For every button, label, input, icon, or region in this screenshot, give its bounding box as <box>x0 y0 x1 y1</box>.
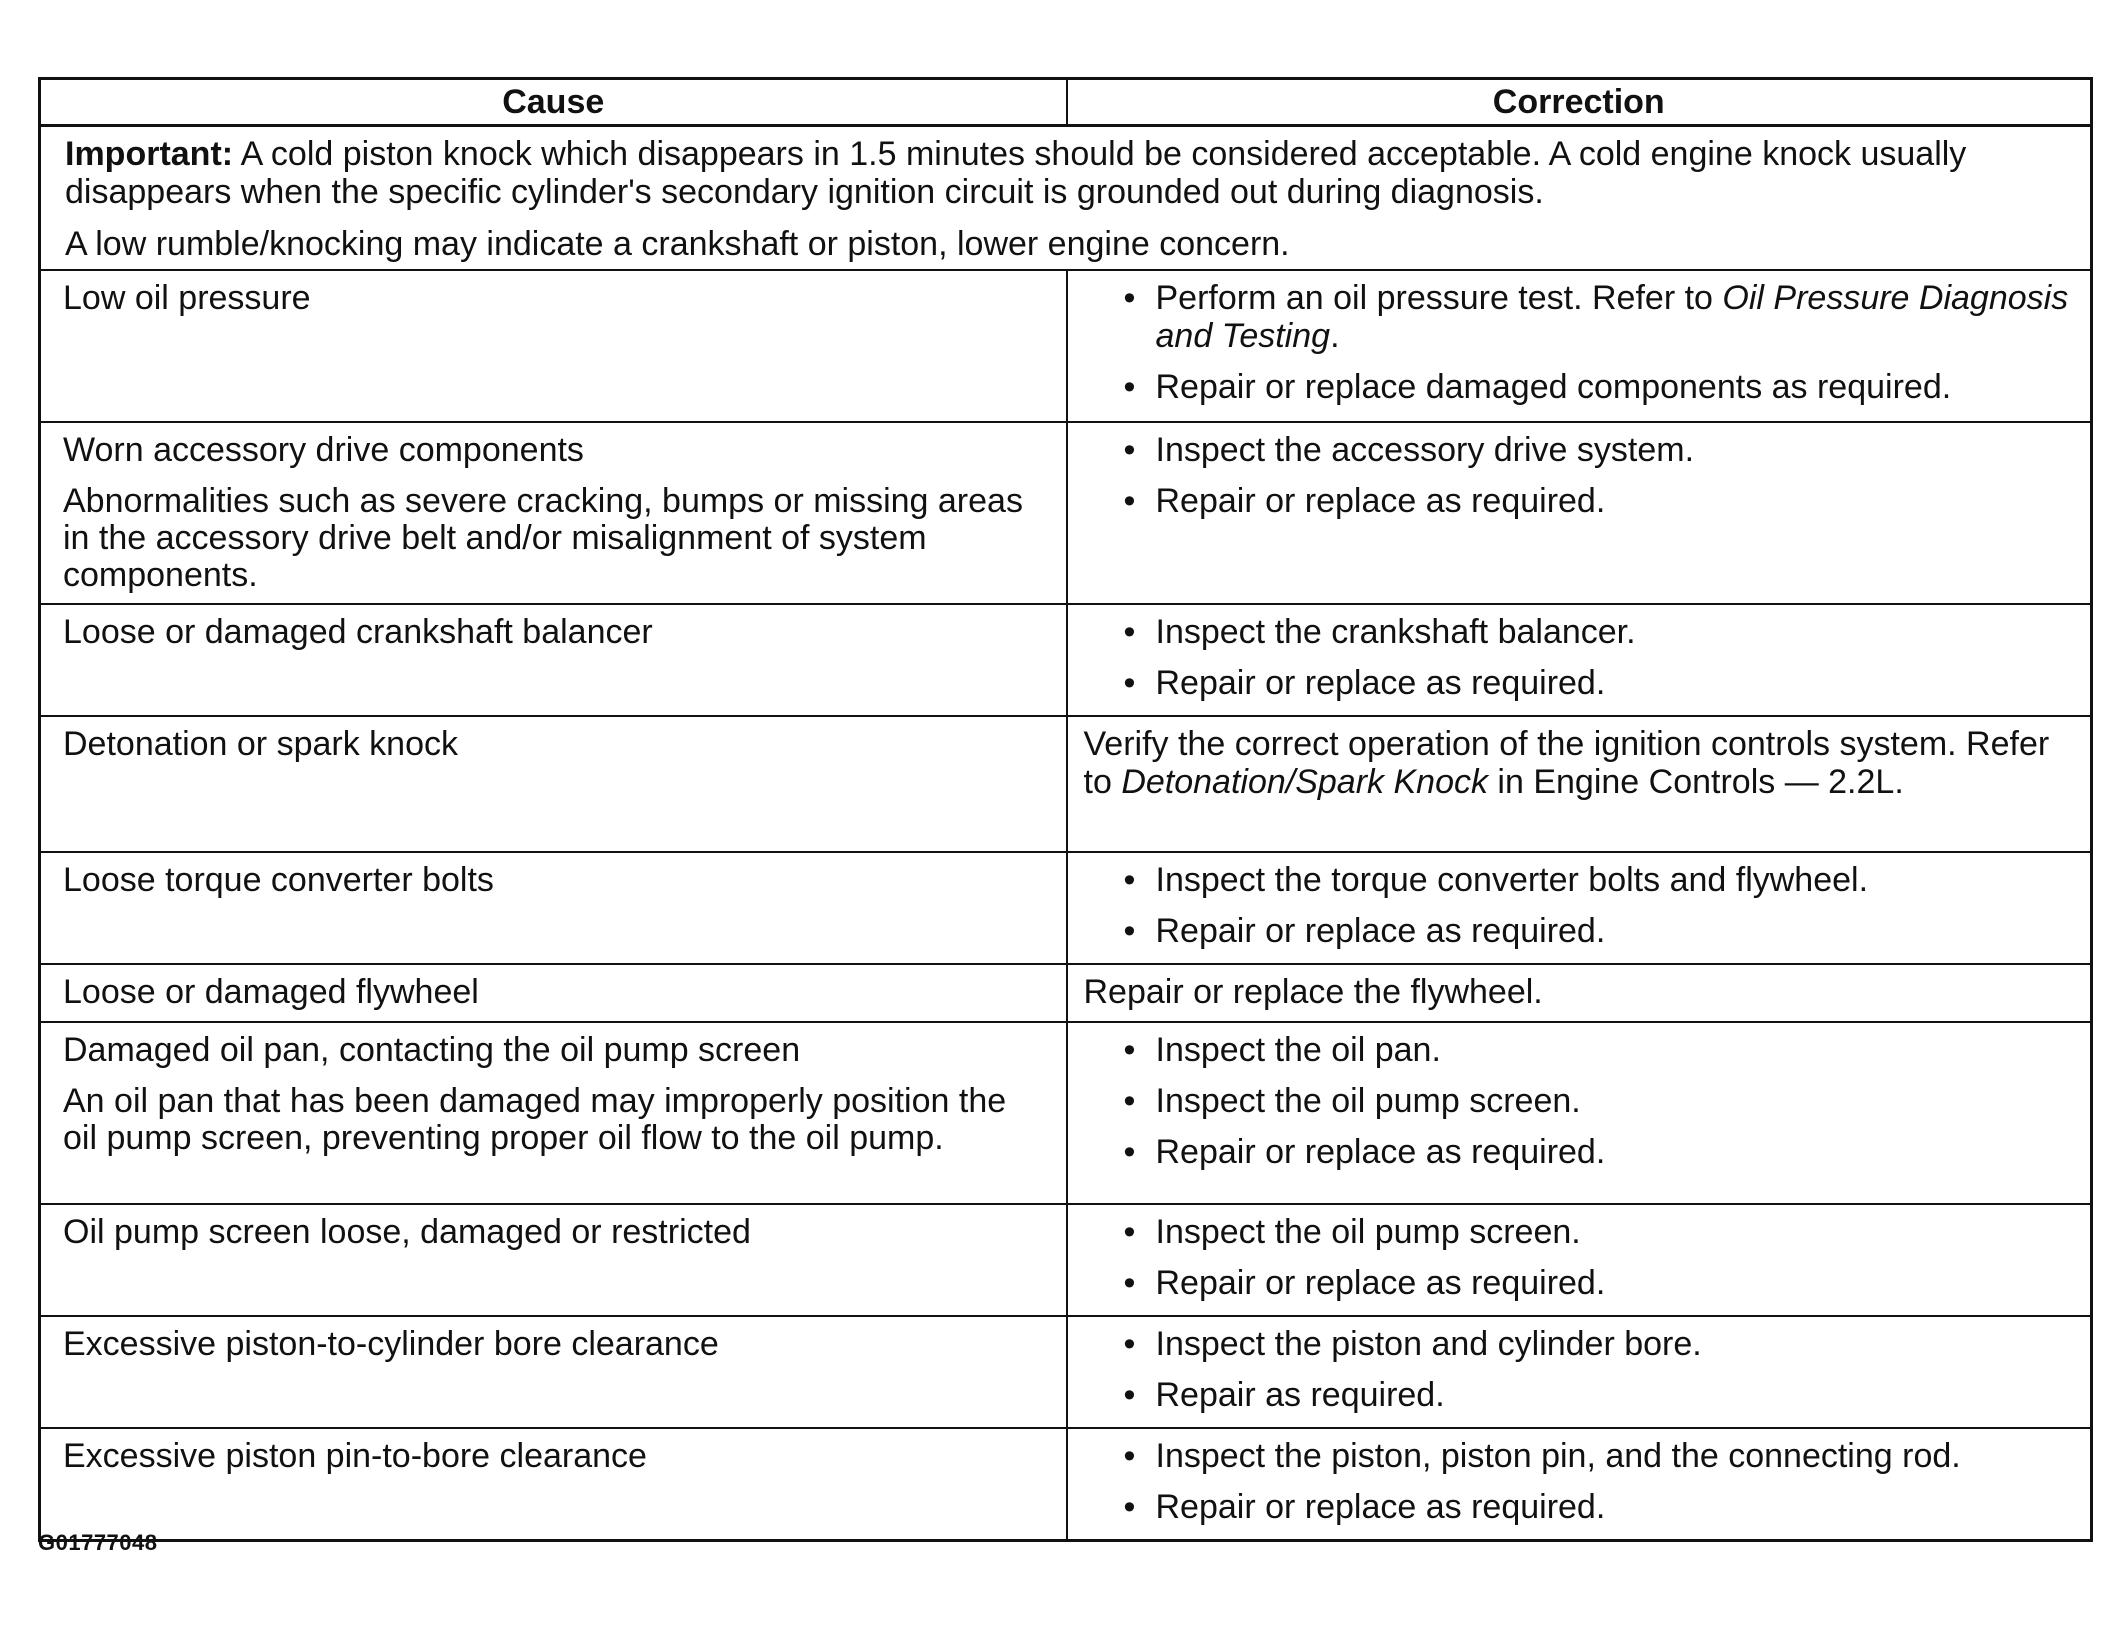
correction-item: • Inspect the torque converter bolts and flywheel. <box>1123 861 1869 899</box>
correction-item: • Repair or replace as required. <box>1123 1264 1606 1302</box>
bullet-icon: • <box>1123 482 1136 520</box>
correction-cell <box>1067 1428 2092 1541</box>
correction-cell <box>1067 852 2092 964</box>
table-row <box>40 1204 2092 1316</box>
cause-cell <box>40 716 1067 852</box>
bullet-icon: • <box>1123 613 1136 651</box>
correction-item: • Repair or replace as required. <box>1123 664 1606 702</box>
important-note <box>65 135 2070 211</box>
cause-cell <box>40 1022 1067 1204</box>
cause-cell <box>40 964 1067 1022</box>
correction-cell <box>1067 1022 2092 1204</box>
table-row <box>40 852 2092 964</box>
rumble-note: A low rumble/knocking may indicate a crankshaft or piston, lower engine concern. <box>65 225 1290 263</box>
correction-list <box>1084 279 2073 406</box>
correction-item: • Inspect the accessory drive system. <box>1123 431 1695 469</box>
figure-id-label: G01777048 <box>38 1530 158 1555</box>
correction-list <box>1084 861 2073 950</box>
correction-list <box>1084 613 2073 702</box>
cause-text: Oil pump screen loose, damaged or restricted <box>63 1213 751 1251</box>
bullet-icon: • <box>1123 431 1136 469</box>
bullet-icon: • <box>1123 1133 1136 1171</box>
table-row <box>40 1428 2092 1541</box>
bullet-icon: • <box>1123 1031 1136 1069</box>
correction-item: • Perform an oil pressure test. Refer to Oil Pressure Diagnosis and Testing. <box>1123 279 2069 355</box>
correction-item: • Repair or replace as required. <box>1123 482 1606 520</box>
header-row <box>40 79 2092 126</box>
table-row <box>40 1022 2092 1204</box>
correction-item: • Repair or replace as required. <box>1123 1133 1606 1171</box>
correction-item: • Repair or replace as required. <box>1123 912 1606 950</box>
correction-cell <box>1067 1316 2092 1428</box>
important-note-text: A cold piston knock which disappears in 1.5 minutes should be considered acceptable. A cold engine knock usually disappears when the specific cylinder's secondary ignition circuit is grounded out during diagnosis. <box>65 135 1967 211</box>
correction-list <box>1084 1325 2073 1414</box>
correction-item: • Repair as required. <box>1123 1376 1445 1414</box>
correction-item: • Inspect the piston, piston pin, and the connecting rod. <box>1123 1437 1961 1475</box>
bullet-icon: • <box>1123 279 1136 317</box>
bullet-icon: • <box>1123 368 1136 406</box>
cause-text: Low oil pressure <box>63 279 311 317</box>
table-row <box>40 964 2092 1022</box>
important-label: Important: <box>65 135 234 173</box>
table-row <box>40 422 2092 604</box>
correction-list <box>1084 431 2073 520</box>
correction-list <box>1084 1031 2073 1171</box>
important-note-cell <box>40 126 2092 271</box>
bullet-icon: • <box>1123 912 1136 950</box>
table-row <box>40 1316 2092 1428</box>
correction-item: • Inspect the oil pump screen. <box>1123 1213 1581 1251</box>
bullet-icon: • <box>1123 664 1136 702</box>
cause-text: Loose or damaged flywheel <box>63 973 479 1011</box>
cause-cell <box>40 852 1067 964</box>
bullet-icon: • <box>1123 1264 1136 1302</box>
bullet-icon: • <box>1123 861 1136 899</box>
correction-cell <box>1067 1204 2092 1316</box>
correction-item: • Repair or replace damaged components as required. <box>1123 368 1952 406</box>
table-row <box>40 716 2092 852</box>
correction-text: Repair or replace the flywheel. <box>1083 973 1543 1011</box>
cause-column-header: Cause <box>40 79 1067 126</box>
correction-cell <box>1067 270 2092 422</box>
cause-text: Detonation or spark knock <box>63 725 458 763</box>
correction-column-header: Correction <box>1067 79 2092 126</box>
correction-cell <box>1067 422 2092 604</box>
bullet-icon: • <box>1123 1376 1136 1414</box>
correction-list <box>1084 1213 2073 1302</box>
cause-text: Excessive piston-to-cylinder bore clearance <box>63 1325 719 1363</box>
table-row <box>40 604 2092 716</box>
reference-link-text: Detonation/Spark Knock <box>1121 763 1488 801</box>
cause-detail-text: An oil pan that has been damaged may improperly position the oil pump screen, preventing proper oil flow to the oil pump. <box>63 1082 1007 1157</box>
correction-item: • Inspect the oil pan. <box>1123 1031 1441 1069</box>
reference-link-text: Oil Pressure Diagnosis and Testing <box>1155 279 2069 355</box>
cause-text: Loose torque converter bolts <box>63 861 494 899</box>
bullet-icon: • <box>1123 1082 1136 1120</box>
correction-cell <box>1067 716 2092 852</box>
correction-item: • Inspect the piston and cylinder bore. <box>1123 1325 1702 1363</box>
cause-cell <box>40 604 1067 716</box>
cause-cell <box>40 270 1067 422</box>
cause-cell <box>40 1316 1067 1428</box>
bullet-icon: • <box>1123 1213 1136 1251</box>
cause-cell <box>40 1428 1067 1541</box>
cause-correction-table <box>38 77 2093 1542</box>
correction-list <box>1084 1437 2073 1526</box>
correction-cell <box>1067 604 2092 716</box>
cause-text: Worn accessory drive components <box>63 431 584 469</box>
bullet-icon: • <box>1123 1488 1136 1526</box>
cause-text: Damaged oil pan, contacting the oil pump screen <box>63 1031 801 1069</box>
table-row <box>40 270 2092 422</box>
cause-detail-text: Abnormalities such as severe cracking, bumps or missing areas in the accessory drive belt and/or misalignment of system components. <box>63 482 1023 594</box>
correction-item: • Repair or replace as required. <box>1123 1488 1606 1526</box>
bullet-icon: • <box>1123 1437 1136 1475</box>
cause-cell <box>40 1204 1067 1316</box>
cause-text: Excessive piston pin-to-bore clearance <box>63 1437 647 1475</box>
correction-item: • Inspect the crankshaft balancer. <box>1123 613 1636 651</box>
correction-item: • Inspect the oil pump screen. <box>1123 1082 1581 1120</box>
important-note-row <box>40 126 2092 271</box>
cause-text: Loose or damaged crankshaft balancer <box>63 613 653 651</box>
cause-cell <box>40 422 1067 604</box>
correction-cell <box>1067 964 2092 1022</box>
bullet-icon: • <box>1123 1325 1136 1363</box>
correction-text: Verify the correct operation of the ignition controls system. Refer to Detonation/Spark Knock in Engine Controls — 2.2L. <box>1083 725 2050 801</box>
